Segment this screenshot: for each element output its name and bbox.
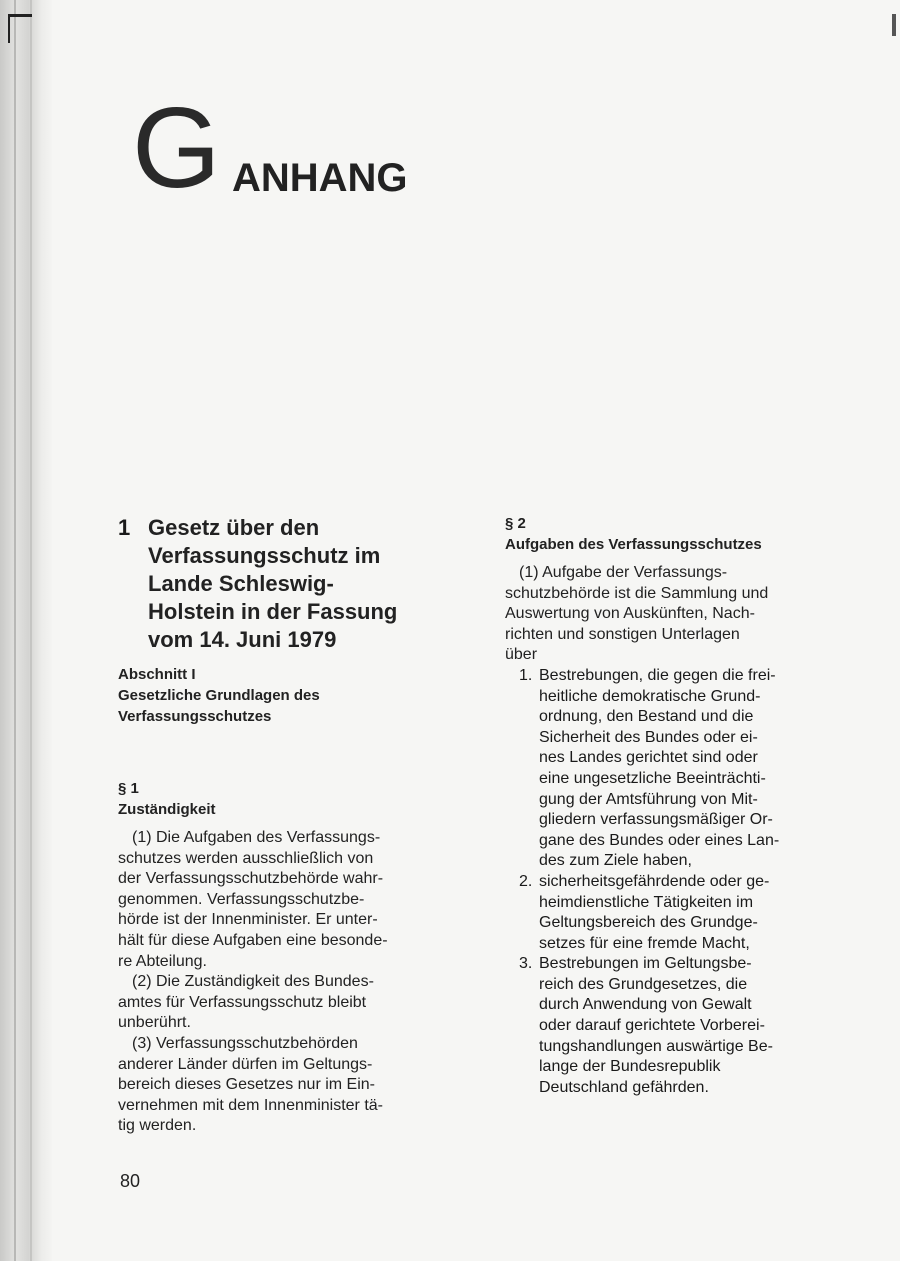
section-title-line: Lande Schleswig- (148, 571, 334, 596)
paragraph-text (118, 972, 463, 1034)
section-title-line: Gesetz über den (148, 515, 320, 540)
text-line: Bestrebungen im Geltungsbe- (539, 955, 752, 973)
text-line: (1) Die Aufgaben des Verfassungs- (132, 829, 381, 846)
text-line: bereich dieses Gesetzes nur im Ein- (118, 1076, 375, 1094)
text-line: ordnung, den Bestand und die (539, 708, 754, 726)
text-line: setzes für eine fremde Macht, (539, 934, 750, 952)
text-line: der Verfassungsschutzbehörde wahr- (118, 870, 384, 888)
abschnitt-title-line: Gesetzliche Grundlagen des (118, 687, 320, 704)
paragraph-text (118, 1034, 463, 1137)
text-line: re Abteilung. (118, 952, 207, 970)
paragraph-text (118, 828, 463, 972)
section-title-line: Holstein in der Fassung (148, 599, 398, 624)
list-item (505, 666, 830, 872)
section-number: 1 (118, 515, 131, 540)
text-line: richten und sonstigen Unterlagen (505, 625, 740, 643)
text-line: nes Landes gerichtet sind oder (539, 749, 758, 767)
text-line: Geltungsbereich des Grundge- (539, 914, 758, 932)
paragraph-sign: § 2 (505, 515, 526, 532)
chapter-letter: G (132, 85, 221, 212)
section-title (148, 514, 463, 654)
abschnitt-heading (118, 664, 463, 727)
text-line: gane des Bundes oder eines Lan- (539, 831, 780, 849)
list-item-number: 2. (519, 872, 533, 890)
text-line: Deutschland gefährden. (539, 1078, 709, 1096)
text-line: Sicherheit des Bundes oder ei- (539, 728, 758, 746)
text-line: gung der Amtsführung von Mit- (539, 790, 758, 808)
text-line: hörde ist der Innenminister. Er unter- (118, 911, 378, 929)
list-item (505, 872, 830, 954)
text-line: vernehmen mit dem Innenminister tä- (118, 1096, 383, 1114)
list-item-number: 3. (519, 955, 533, 973)
abschnitt-title-line: Verfassungsschutzes (118, 708, 272, 725)
text-line: eine ungesetzliche Beeinträchti- (539, 769, 766, 787)
text-line: durch Anwendung von Gewalt (539, 996, 752, 1014)
text-line: heimdienstliche Tätigkeiten im (539, 893, 754, 911)
section-title-line: vom 14. Juni 1979 (148, 627, 337, 652)
text-line: tig werden. (118, 1117, 197, 1135)
gutter-line (30, 0, 32, 1261)
chapter-title: ANHANG (232, 156, 408, 200)
text-line: sicherheitsgefährdende oder ge- (539, 872, 770, 890)
list-item (505, 954, 830, 1098)
text-line: tungshandlungen auswärtige Be- (539, 1037, 773, 1055)
text-line: schutzbehörde ist die Sammlung und (505, 584, 769, 602)
section-heading (118, 514, 463, 654)
text-line: (1) Aufgabe der Verfassungs- (519, 564, 728, 581)
page-number: 80 (120, 1171, 141, 1191)
paragraph-title: Zuständigkeit (118, 801, 216, 818)
text-line: (2) Die Zuständigkeit des Bundes- (132, 973, 374, 991)
crop-mark (892, 14, 896, 36)
left-column (118, 514, 463, 1137)
text-line: unberührt. (118, 1014, 191, 1032)
list-item-number: 1. (519, 666, 533, 684)
text-line: Auswertung von Auskünften, Nach- (505, 605, 755, 623)
text-line: lange der Bundesrepublik (539, 1058, 721, 1076)
text-line: oder darauf gerichtete Vorberei- (539, 1017, 765, 1035)
crop-mark (8, 14, 32, 43)
text-line: hält für diese Aufgaben eine besonde- (118, 931, 388, 949)
text-line: (3) Verfassungsschutzbehörden (132, 1034, 358, 1052)
gutter-line (14, 0, 16, 1261)
text-line: Bestrebungen, die gegen die frei- (539, 666, 776, 684)
text-line: heitliche demokratische Grund- (539, 687, 761, 705)
abschnitt-label: Abschnitt I (118, 666, 196, 683)
page-gutter-shadow (0, 0, 52, 1261)
paragraph-text (505, 563, 830, 666)
text-line: schutzes werden ausschließlich von (118, 849, 374, 867)
text-line: gliedern verfassungsmäßiger Or- (539, 811, 773, 829)
text-line: genommen. Verfassungsschutzbe- (118, 890, 365, 908)
text-line: des zum Ziele haben, (539, 852, 692, 870)
enumerated-list (505, 666, 830, 1098)
section-title-line: Verfassungsschutz im (148, 543, 381, 568)
text-line: reich des Grundgesetzes, die (539, 975, 748, 993)
text-line: über (505, 646, 538, 664)
text-line: anderer Länder dürfen im Geltungs- (118, 1055, 373, 1073)
text-line: amtes für Verfassungsschutz bleibt (118, 993, 367, 1011)
paragraph-title: Aufgaben des Verfassungsschutzes (505, 536, 762, 553)
paragraph-sign: § 1 (118, 780, 139, 797)
right-column (505, 514, 830, 1098)
